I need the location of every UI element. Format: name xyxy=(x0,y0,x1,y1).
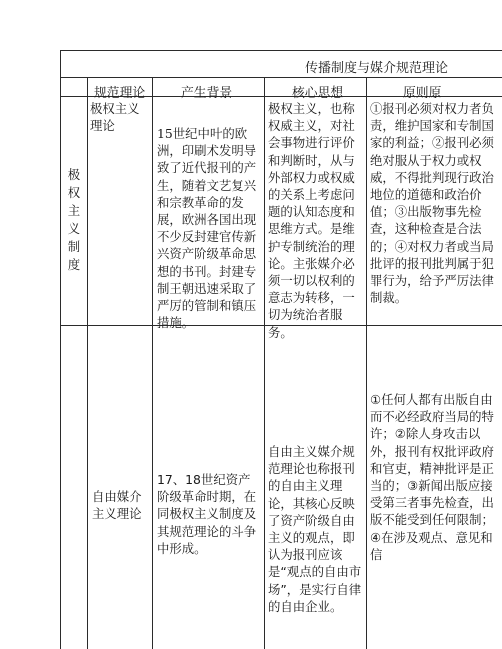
background-cell: 17、18世纪资产阶级革命时期，在同极权主义制度及其规范理论的斗争中形成。 xyxy=(157,472,257,556)
header-theory: 规范理论 xyxy=(94,86,146,101)
table-title: 传播制度与媒介规范理论 xyxy=(305,61,449,76)
header-core: 核心思想 xyxy=(292,86,344,101)
column-divider xyxy=(87,77,88,649)
core-cell: 极权主义，也称权威主义，对社会事物进行评价和判断时，从与外部权力或权威的关系上考虑问题的认知态度和思维方式。是维护专制统治的理论。主张媒介必须一切以权利的意志为转移，一切为统治者服务。 xyxy=(268,101,355,340)
core-cell: 自由主义媒介规范理论也称报刊的自由主义理论，其核心反映了资产阶级自由主义的观点，即认为报刊应该是“观点的自由市场”，是实行自律的自由企业。 xyxy=(268,444,362,614)
table-left-border xyxy=(60,50,61,649)
table-top-border xyxy=(60,50,502,51)
column-divider xyxy=(366,77,367,649)
column-divider xyxy=(264,77,265,649)
principles-cell: ①任何人都有出版自由而不必经政府当局的特许；②除人身攻击以外，报刊有权批评政府和官吏，精神批评是正当的；③新闻出版应接受第三者事先检查，出版不能受到任何限制；④在涉及观点、意见和信 xyxy=(370,392,494,562)
column-divider xyxy=(152,77,153,649)
theory-cell: 极权主义理论 xyxy=(90,101,140,134)
background-cell: 15世纪中叶的欧洲，印刷术发明导致了近代报刊的产生，随着文艺复兴和宗教革命的发展，欧洲各国出现不少反封建官传新兴资产阶级革命思想的书刊。封建专制王朝迅速采取了严厉的管制和镇压措施。 xyxy=(157,126,257,331)
group-label: 极 权 主 义 制 度 xyxy=(67,167,81,272)
principles-cell: ①报刊必须对权力者负责，维护国家和专制国家的利益；②报刊必须绝对服从于权力或权威，不得批判现行政治地位的道德和政治价值；③出版物事先检查，这种检查是合法的；④对权力者或当局批评的报刊批判属于犯罪行为，给予严厉法律制裁。 xyxy=(370,101,494,306)
theory-cell: 自由媒介主义理论 xyxy=(92,489,142,522)
title-row-border xyxy=(60,77,502,78)
header-principles: 原则原 xyxy=(403,86,442,101)
header-background: 产生背景 xyxy=(181,86,233,101)
